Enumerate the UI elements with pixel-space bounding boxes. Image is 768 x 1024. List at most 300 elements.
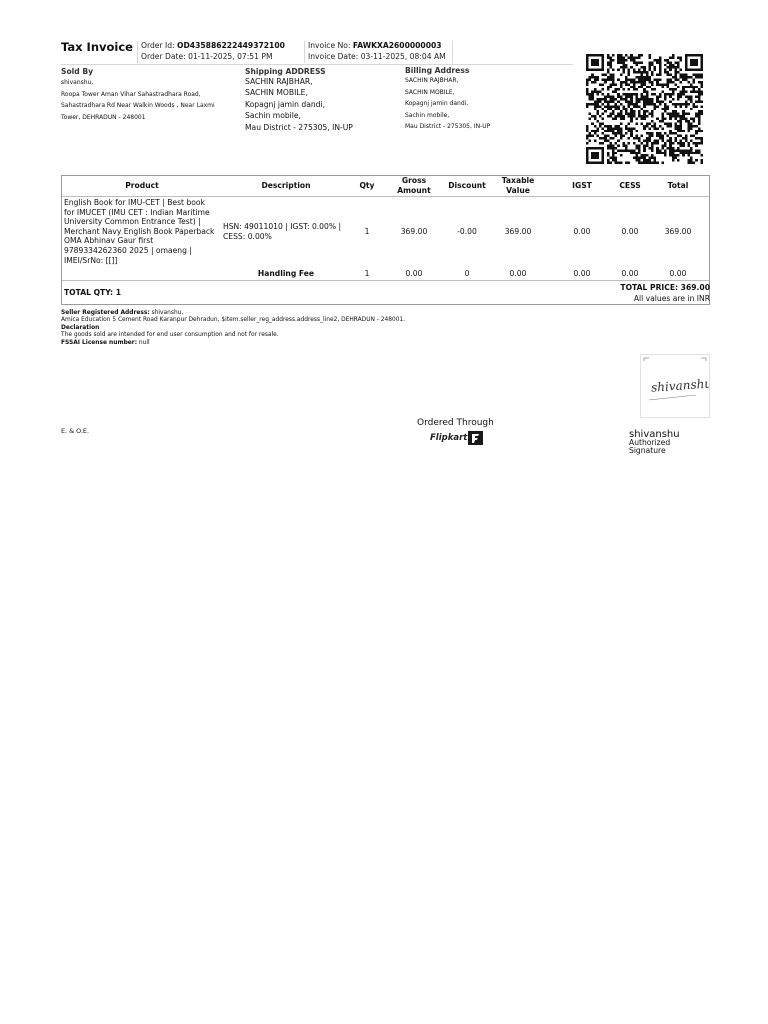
qr-module (630, 152, 633, 154)
qr-module (693, 59, 696, 61)
qr-module (628, 105, 631, 107)
qr-module (641, 154, 644, 156)
qr-module (609, 86, 612, 88)
qr-module (669, 74, 672, 76)
qr-module (617, 88, 620, 90)
qr-module (651, 157, 654, 159)
qr-module (602, 137, 605, 139)
qr-module (586, 147, 589, 149)
address-line: Sachin mobile, (245, 111, 301, 121)
qr-module (680, 130, 683, 132)
qr-module (646, 125, 649, 127)
qr-module (654, 103, 657, 105)
qr-module (695, 159, 698, 161)
qr-module (661, 100, 664, 102)
qr-module (677, 127, 680, 129)
qr-module (602, 88, 605, 90)
qr-module (661, 127, 664, 129)
qr-module (680, 127, 683, 129)
qr-module (651, 64, 654, 66)
qr-module (617, 105, 620, 107)
address-line: Kopagnj jamin dandi, (245, 99, 326, 109)
qr-module (700, 61, 703, 63)
qr-module (680, 144, 683, 146)
qr-module (625, 83, 628, 85)
fee-qty: 1 (364, 269, 370, 278)
qr-module (625, 64, 628, 66)
qr-module (656, 118, 659, 120)
qr-module (654, 105, 657, 107)
qr-module (682, 103, 685, 105)
qr-module (596, 103, 599, 105)
qr-module (700, 137, 703, 139)
qr-module (586, 142, 589, 144)
qr-module (682, 130, 685, 132)
qr-module (667, 66, 670, 68)
qr-module (641, 142, 644, 144)
invoice-no-value: FAWKXA2600000003 (352, 41, 442, 50)
qr-module (594, 157, 597, 159)
qr-module (607, 152, 610, 154)
qr-module (609, 115, 612, 117)
item-total: 369.00 (664, 227, 692, 236)
billing-address-block (405, 66, 565, 133)
qr-module (674, 132, 677, 134)
qr-module (664, 149, 667, 151)
qr-module (651, 74, 654, 76)
qr-module (630, 118, 633, 120)
qr-module (625, 113, 628, 115)
qr-module (693, 125, 696, 127)
qr-module (680, 149, 683, 151)
header-divider (137, 41, 138, 63)
qr-module (646, 110, 649, 112)
qr-module (633, 157, 636, 159)
qr-module (700, 59, 703, 61)
qr-module (589, 103, 592, 105)
qr-module (654, 157, 657, 159)
qr-module (674, 71, 677, 73)
qr-module (648, 162, 651, 164)
qr-module (599, 125, 602, 127)
address-line: Sachin mobile, (405, 111, 450, 119)
qr-module (620, 122, 623, 124)
qr-module (664, 132, 667, 134)
qr-module (594, 132, 597, 134)
qr-module (612, 69, 615, 71)
qr-module (633, 86, 636, 88)
qr-module (674, 154, 677, 156)
qr-module (641, 93, 644, 95)
qr-module (672, 113, 675, 115)
qr-module (680, 59, 683, 61)
qr-module (615, 88, 618, 90)
qr-module (677, 149, 680, 151)
qr-module (602, 149, 605, 151)
flipkart-bag-icon (468, 431, 483, 445)
qr-module (669, 142, 672, 144)
qr-module (630, 98, 633, 100)
qr-module (677, 93, 680, 95)
qr-module (687, 130, 690, 132)
qr-module (612, 105, 615, 107)
qr-module (607, 54, 610, 56)
qr-module (589, 147, 592, 149)
qr-module (687, 154, 690, 156)
qr-module (654, 69, 657, 71)
qr-module (656, 147, 659, 149)
qr-module (630, 115, 633, 117)
qr-module (659, 64, 662, 66)
qr-module (687, 120, 690, 122)
qr-module (599, 105, 602, 107)
qr-module (695, 142, 698, 144)
qr-module (596, 120, 599, 122)
qr-module (664, 105, 667, 107)
qr-module (586, 125, 589, 127)
col-header-description: Description (261, 181, 311, 190)
qr-module (641, 118, 644, 120)
qr-module (682, 93, 685, 95)
qr-module (685, 137, 688, 139)
qr-module (651, 81, 654, 83)
qr-module (693, 120, 696, 122)
qr-module (685, 105, 688, 107)
qr-module (685, 103, 688, 105)
product-description (223, 222, 353, 241)
qr-module (669, 149, 672, 151)
product-line: 9789334262360 2025 | omaeng | (64, 245, 192, 255)
qr-module (594, 108, 597, 110)
qr-module (687, 127, 690, 129)
product-line: University Common Entrance Test) | (64, 217, 201, 227)
fee-total: 0.00 (669, 269, 687, 278)
qr-module (680, 103, 683, 105)
qr-module (620, 115, 623, 117)
qr-module (630, 127, 633, 129)
qr-module (646, 91, 649, 93)
qr-module (695, 149, 698, 151)
qr-module (589, 118, 592, 120)
qr-module (641, 81, 644, 83)
qr-module (682, 154, 685, 156)
qr-module (589, 96, 592, 98)
qr-module (602, 59, 605, 61)
qr-module (651, 93, 654, 95)
qr-module (695, 105, 698, 107)
qr-module (695, 132, 698, 134)
qr-module (685, 140, 688, 142)
qr-module (661, 152, 664, 154)
qr-module (643, 154, 646, 156)
qr-module (646, 142, 649, 144)
qr-module (680, 105, 683, 107)
qr-module (654, 140, 657, 142)
qr-module (599, 91, 602, 93)
qr-module (672, 64, 675, 66)
qr-module (651, 103, 654, 105)
qr-module (591, 152, 594, 154)
qr-module (669, 140, 672, 142)
qr-module (622, 81, 625, 83)
qr-module (682, 78, 685, 80)
qr-module (700, 162, 703, 164)
qr-module (612, 110, 615, 112)
qr-module (659, 71, 662, 73)
qr-module (633, 83, 636, 85)
qr-module (635, 98, 638, 100)
qr-module (617, 144, 620, 146)
qr-module (607, 76, 610, 78)
qr-module (602, 74, 605, 76)
qr-module (586, 69, 589, 71)
qr-module (609, 100, 612, 102)
qr-module (638, 61, 641, 63)
qr-module (659, 93, 662, 95)
qr-module (669, 88, 672, 90)
shipping-address-block (245, 67, 395, 133)
qr-module (698, 130, 701, 132)
qr-module (651, 83, 654, 85)
qr-module (661, 113, 664, 115)
qr-module (674, 137, 677, 139)
qr-module (648, 137, 651, 139)
qr-module (685, 91, 688, 93)
qr-module (669, 115, 672, 117)
qr-module (664, 96, 667, 98)
qr-module (669, 93, 672, 95)
qr-module (690, 83, 693, 85)
qr-module (664, 71, 667, 73)
qr-module (622, 93, 625, 95)
qr-module (693, 54, 696, 56)
qr-module (672, 142, 675, 144)
qr-module (607, 135, 610, 137)
seller-registered-name: shivanshu, (149, 310, 184, 316)
qr-module (646, 93, 649, 95)
qr-module (643, 149, 646, 151)
qr-module (682, 115, 685, 117)
qr-module (646, 78, 649, 80)
qr-module (625, 110, 628, 112)
qr-module (656, 96, 659, 98)
qr-module (643, 105, 646, 107)
col-header-line: Taxable (501, 176, 535, 185)
qr-module (677, 142, 680, 144)
qr-module (656, 98, 659, 100)
col-header-igst: IGST (572, 181, 592, 190)
qr-module (607, 130, 610, 132)
qr-module (596, 59, 599, 61)
qr-module (615, 127, 618, 129)
qr-module (677, 125, 680, 127)
qr-module (602, 78, 605, 80)
qr-module (638, 78, 641, 80)
order-date-label: Order Date: (141, 52, 186, 61)
qr-module (693, 162, 696, 164)
qr-module (693, 135, 696, 137)
qr-module (641, 61, 644, 63)
qr-module (625, 162, 628, 164)
qr-module (677, 96, 680, 98)
qr-module (635, 130, 638, 132)
qr-module (589, 54, 592, 56)
qr-module (659, 59, 662, 61)
qr-module (609, 64, 612, 66)
qr-module (612, 54, 615, 56)
qr-module (596, 61, 599, 63)
qr-module (674, 103, 677, 105)
qr-module (687, 152, 690, 154)
order-id-value: OD435886222449372100 (177, 41, 285, 50)
qr-module (672, 88, 675, 90)
qr-module (664, 142, 667, 144)
qr-module (622, 115, 625, 117)
qr-module (664, 118, 667, 120)
qr-module (628, 100, 631, 102)
col-header-product: Product (125, 181, 159, 190)
currency-note: All values are in INR (633, 294, 710, 303)
qr-module (612, 59, 615, 61)
qr-module (685, 149, 688, 151)
qr-module (648, 64, 651, 66)
qr-module (690, 135, 693, 137)
qr-module (682, 88, 685, 90)
qr-module (602, 142, 605, 144)
qr-module (656, 59, 659, 61)
qr-module (591, 81, 594, 83)
qr-module (615, 162, 618, 164)
qr-module (633, 61, 636, 63)
qr-module (612, 76, 615, 78)
qr-module (648, 157, 651, 159)
description-line: HSN: 49011010 | IGST: 0.00% | (223, 222, 342, 231)
qr-module (690, 64, 693, 66)
qr-module (700, 159, 703, 161)
qr-module (596, 152, 599, 154)
qr-module (667, 86, 670, 88)
qr-module (628, 69, 631, 71)
qr-module (599, 115, 602, 117)
qr-module (586, 137, 589, 139)
qr-module (677, 159, 680, 161)
qr-module (602, 162, 605, 164)
qr-module (669, 69, 672, 71)
qr-module (648, 66, 651, 68)
qr-module (589, 78, 592, 80)
product-line: IMEI/SrNo: [[]] (64, 255, 118, 265)
qr-module (643, 71, 646, 73)
qr-module (602, 93, 605, 95)
col-header-qty: Qty (359, 181, 375, 190)
seller-registered-block (61, 310, 701, 347)
qr-module (648, 56, 651, 58)
qr-module (695, 96, 698, 98)
qr-module (594, 69, 597, 71)
qr-module (690, 69, 693, 71)
qr-module (677, 71, 680, 73)
qr-module (690, 152, 693, 154)
qr-module (700, 66, 703, 68)
qr-module (643, 83, 646, 85)
qr-module (612, 118, 615, 120)
qr-module (648, 98, 651, 100)
qr-module (635, 122, 638, 124)
qr-module (612, 152, 615, 154)
qr-module (591, 147, 594, 149)
qr-module (591, 98, 594, 100)
qr-module (672, 152, 675, 154)
qr-module (589, 140, 592, 142)
qr-module (651, 115, 654, 117)
qr-module (591, 69, 594, 71)
qr-module (596, 162, 599, 164)
item-cess: 0.00 (621, 227, 639, 236)
seller-registered-label: Seller Registered Address: (61, 310, 150, 316)
qr-code-icon (586, 54, 703, 164)
qr-module (635, 147, 638, 149)
qr-module (669, 154, 672, 156)
qr-module (680, 152, 683, 154)
qr-module (591, 103, 594, 105)
sold-by-block (61, 67, 231, 123)
qr-module (604, 137, 607, 139)
qr-module (680, 81, 683, 83)
qr-module (625, 127, 628, 129)
qr-module (622, 66, 625, 68)
qr-module (682, 144, 685, 146)
qr-module (669, 61, 672, 63)
qr-module (656, 127, 659, 129)
qr-module (615, 159, 618, 161)
qr-module (617, 54, 620, 56)
qr-module (693, 69, 696, 71)
qr-module (641, 74, 644, 76)
qr-module (586, 130, 589, 132)
qr-module (635, 105, 638, 107)
qr-module (638, 69, 641, 71)
qr-module (693, 74, 696, 76)
qr-module (674, 61, 677, 63)
qr-module (674, 140, 677, 142)
qr-module (682, 86, 685, 88)
qr-module (604, 96, 607, 98)
qr-module (604, 110, 607, 112)
qr-module (643, 113, 646, 115)
qr-module (695, 74, 698, 76)
qr-module (596, 54, 599, 56)
qr-module (622, 98, 625, 100)
qr-module (612, 154, 615, 156)
qr-module (643, 66, 646, 68)
qr-module (586, 159, 589, 161)
qr-module (607, 125, 610, 127)
qr-module (594, 152, 597, 154)
qr-module (669, 147, 672, 149)
qr-module (625, 149, 628, 151)
qr-module (594, 81, 597, 83)
qr-module (695, 125, 698, 127)
qr-module (643, 147, 646, 149)
qr-module (630, 103, 633, 105)
qr-module (609, 61, 612, 63)
qr-module (643, 115, 646, 117)
qr-module (630, 113, 633, 115)
qr-module (596, 93, 599, 95)
qr-module (690, 118, 693, 120)
qr-module (612, 149, 615, 151)
invoice-date-value: 03-11-2025, 08:04 AM (360, 52, 446, 61)
